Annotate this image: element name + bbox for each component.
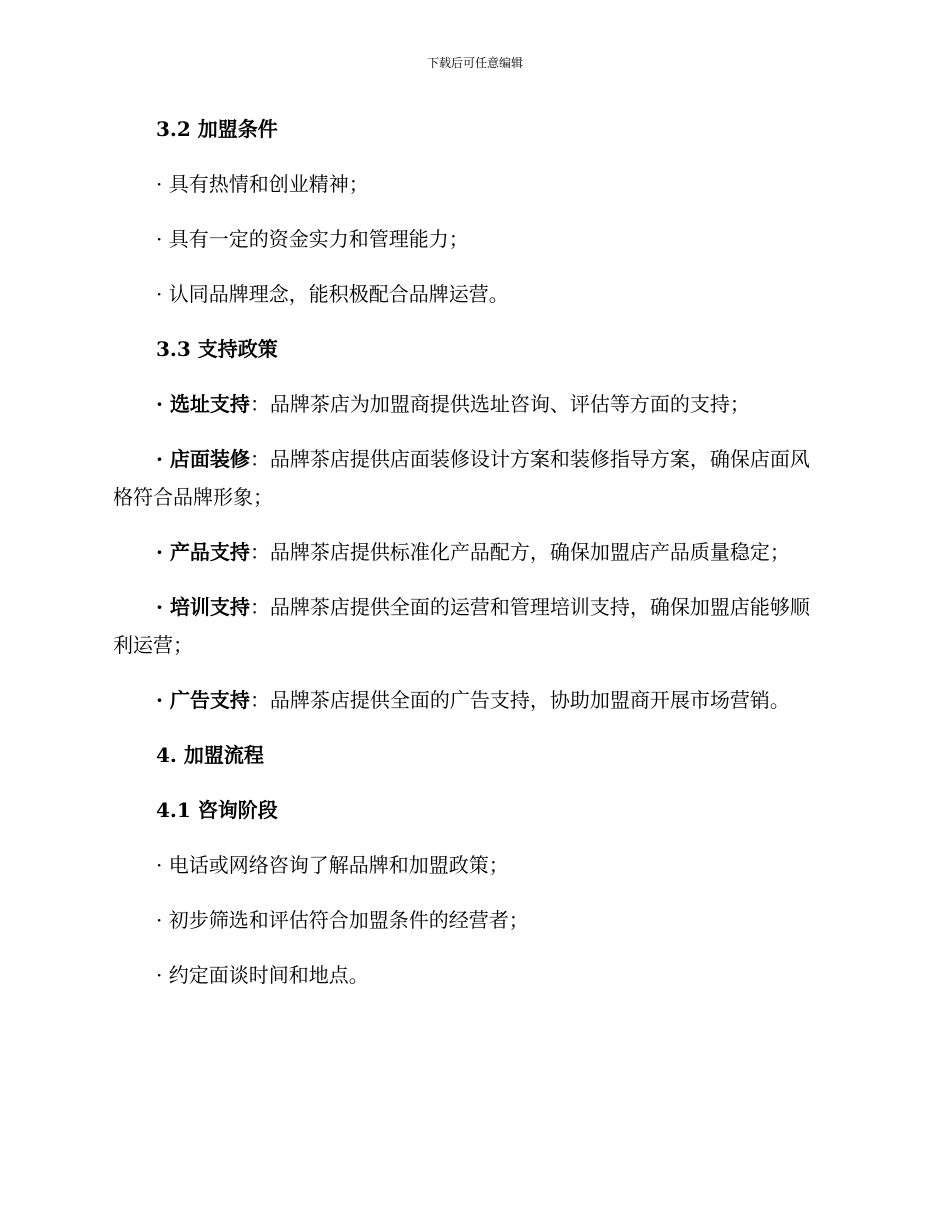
- support-desc: ：品牌茶店提供全面的运营和管理培训支持，确保加盟店能够顺利运营；: [113, 595, 810, 657]
- support-desc: ：品牌茶店提供全面的广告支持，协助加盟商开展市场营销。: [249, 688, 790, 712]
- support-term: · 选址支持: [156, 392, 250, 416]
- consult-item: · 约定面谈时间和地点。: [156, 963, 369, 987]
- support-term: · 店面装修: [156, 447, 250, 471]
- support-term: · 培训支持: [156, 595, 250, 619]
- condition-item: · 具有热情和创业精神；: [156, 172, 369, 196]
- condition-item: · 认同品牌理念，能积极配合品牌运营。: [156, 282, 509, 306]
- support-desc: ：品牌茶店为加盟商提供选址咨询、评估等方面的支持；: [249, 392, 750, 416]
- consult-item: · 初步筛选和评估符合加盟条件的经营者；: [156, 908, 529, 932]
- support-term: · 广告支持: [156, 688, 250, 712]
- support-item-advertising: [113, 681, 825, 719]
- section-heading-4: 4. 加盟流程: [156, 743, 264, 767]
- section-heading-3-3: 3.3 支持政策: [156, 337, 278, 361]
- support-item-site: [113, 385, 825, 423]
- condition-item: · 具有一定的资金实力和管理能力；: [156, 227, 469, 251]
- document-body: [113, 110, 825, 1011]
- support-item-training: [113, 588, 825, 664]
- support-desc: ：品牌茶店提供标准化产品配方，确保加盟店产品质量稳定；: [249, 540, 790, 564]
- support-item-product: [113, 533, 825, 571]
- section-heading-4-1: 4.1 咨询阶段: [156, 798, 278, 822]
- section-heading-3-2: 3.2 加盟条件: [156, 117, 278, 141]
- support-item-decoration: [113, 440, 825, 516]
- page-header: 下载后可任意编辑: [426, 56, 523, 70]
- consult-item: · 电话或网络咨询了解品牌和加盟政策；: [156, 853, 509, 877]
- support-desc: ：品牌茶店提供店面装修设计方案和装修指导方案，确保店面风格符合品牌形象；: [113, 447, 810, 509]
- support-term: · 产品支持: [156, 540, 250, 564]
